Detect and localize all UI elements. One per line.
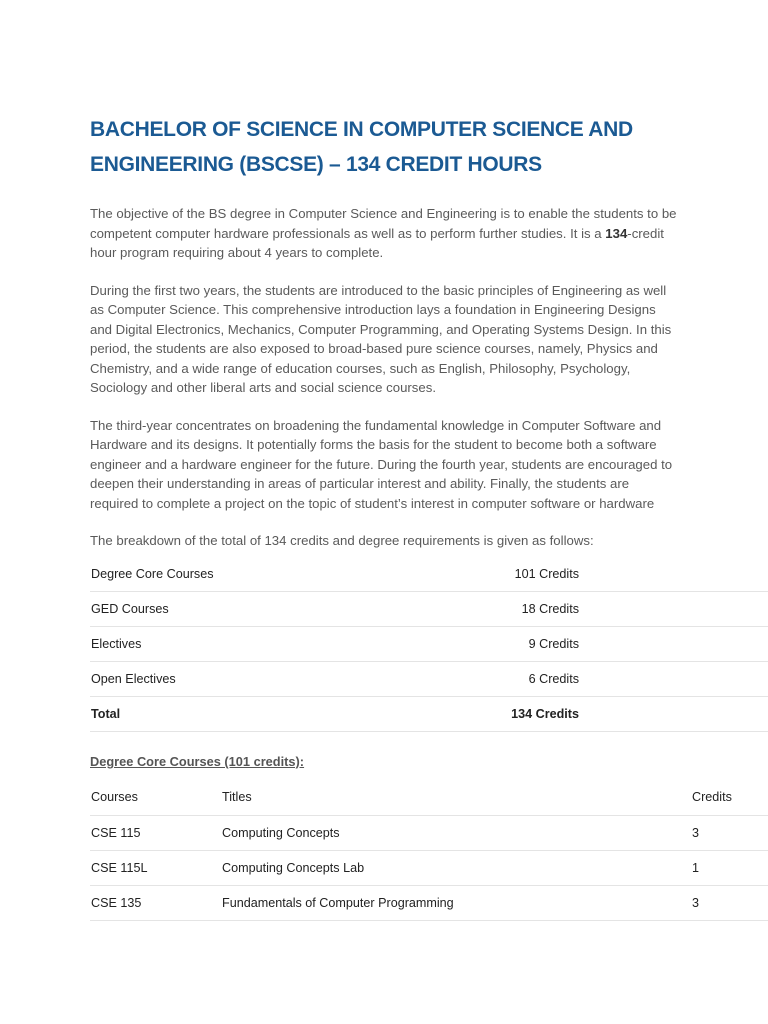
requirement-name: Degree Core Courses <box>91 566 214 581</box>
intro-text-after: -credit hour program requiring about 4 years to complete. <box>90 225 664 260</box>
core-courses-table <box>90 780 768 921</box>
first-two-years-paragraph: During the first two years, the students are introduced to the basic principles of Engineering as well as Computer Science. This comprehensive introduction lays a foundation in Engineering Designs and Digital Electronics, Mechanics, Computer Programming, and Operating Systems Design. In this period, the students are also exposed to broad-based pure science courses, namely, Physics and Chemistry, and a wide range of education courses, such as English, Philosophy, Psychology, Sociology and other liberal arts and social science courses. <box>90 282 672 395</box>
requirements-table <box>90 557 768 733</box>
requirement-credits: 9 Credits <box>528 637 579 651</box>
table-row <box>90 850 768 885</box>
table-row <box>90 815 768 850</box>
course-code: CSE 115 <box>91 825 141 840</box>
column-header-titles: Titles <box>222 790 252 805</box>
third-fourth-year-paragraph: The third-year concentrates on broadening the fundamental knowledge in Computer Software and Hardware and its designs. It potentially forms the basis for the student to become both a software engineer and a hardware engineer for the future. During the fourth year, students are encouraged to deepen their understanding in areas of particular interest and ability. Finally, the students are required to complete a project on the topic of student’s interest in computer software or hardware <box>90 417 673 511</box>
course-code: CSE 115L <box>91 860 148 875</box>
table-row <box>90 627 768 662</box>
requirement-name: Electives <box>91 637 142 651</box>
requirement-name: Total <box>91 707 121 721</box>
course-credits: 3 <box>692 825 700 840</box>
course-credits: 3 <box>692 895 700 910</box>
table-row <box>90 885 768 920</box>
intro-credit-count: 134 <box>605 225 628 241</box>
breakdown-paragraph: The breakdown of the total of 134 credits and degree requirements is given as follows: <box>90 533 594 548</box>
requirement-credits: 134 Credits <box>511 707 579 721</box>
table-row-total <box>90 697 768 732</box>
core-courses-heading: Degree Core Courses (101 credits): <box>90 754 305 769</box>
table-row <box>90 557 768 592</box>
requirement-name: Open Electives <box>91 672 176 686</box>
table-header-row <box>90 780 768 815</box>
column-header-credits: Credits <box>692 790 732 805</box>
requirement-credits: 6 Credits <box>528 672 579 686</box>
requirement-credits: 18 Credits <box>521 602 579 616</box>
course-title: Computing Concepts <box>222 825 340 840</box>
requirement-name: GED Courses <box>91 602 169 616</box>
intro-text-before: The objective of the BS degree in Computer Science and Engineering is to enable the students to be competent computer hardware professionals as well as to perform further studies. It is a <box>90 206 677 241</box>
requirement-credits: 101 Credits <box>514 566 579 581</box>
course-title: Computing Concepts Lab <box>222 860 365 875</box>
intro-paragraph <box>90 204 680 263</box>
page-title: BACHELOR OF SCIENCE IN COMPUTER SCIENCE AND ENGINEERING (BSCSE) – 134 CREDIT HOURS <box>90 118 633 176</box>
course-title: Fundamentals of Computer Programming <box>222 895 454 910</box>
course-credits: 1 <box>692 860 700 875</box>
document-page <box>90 112 768 921</box>
table-row <box>90 662 768 697</box>
column-header-courses: Courses <box>91 790 138 805</box>
course-code: CSE 135 <box>91 895 142 910</box>
table-row <box>90 592 768 627</box>
